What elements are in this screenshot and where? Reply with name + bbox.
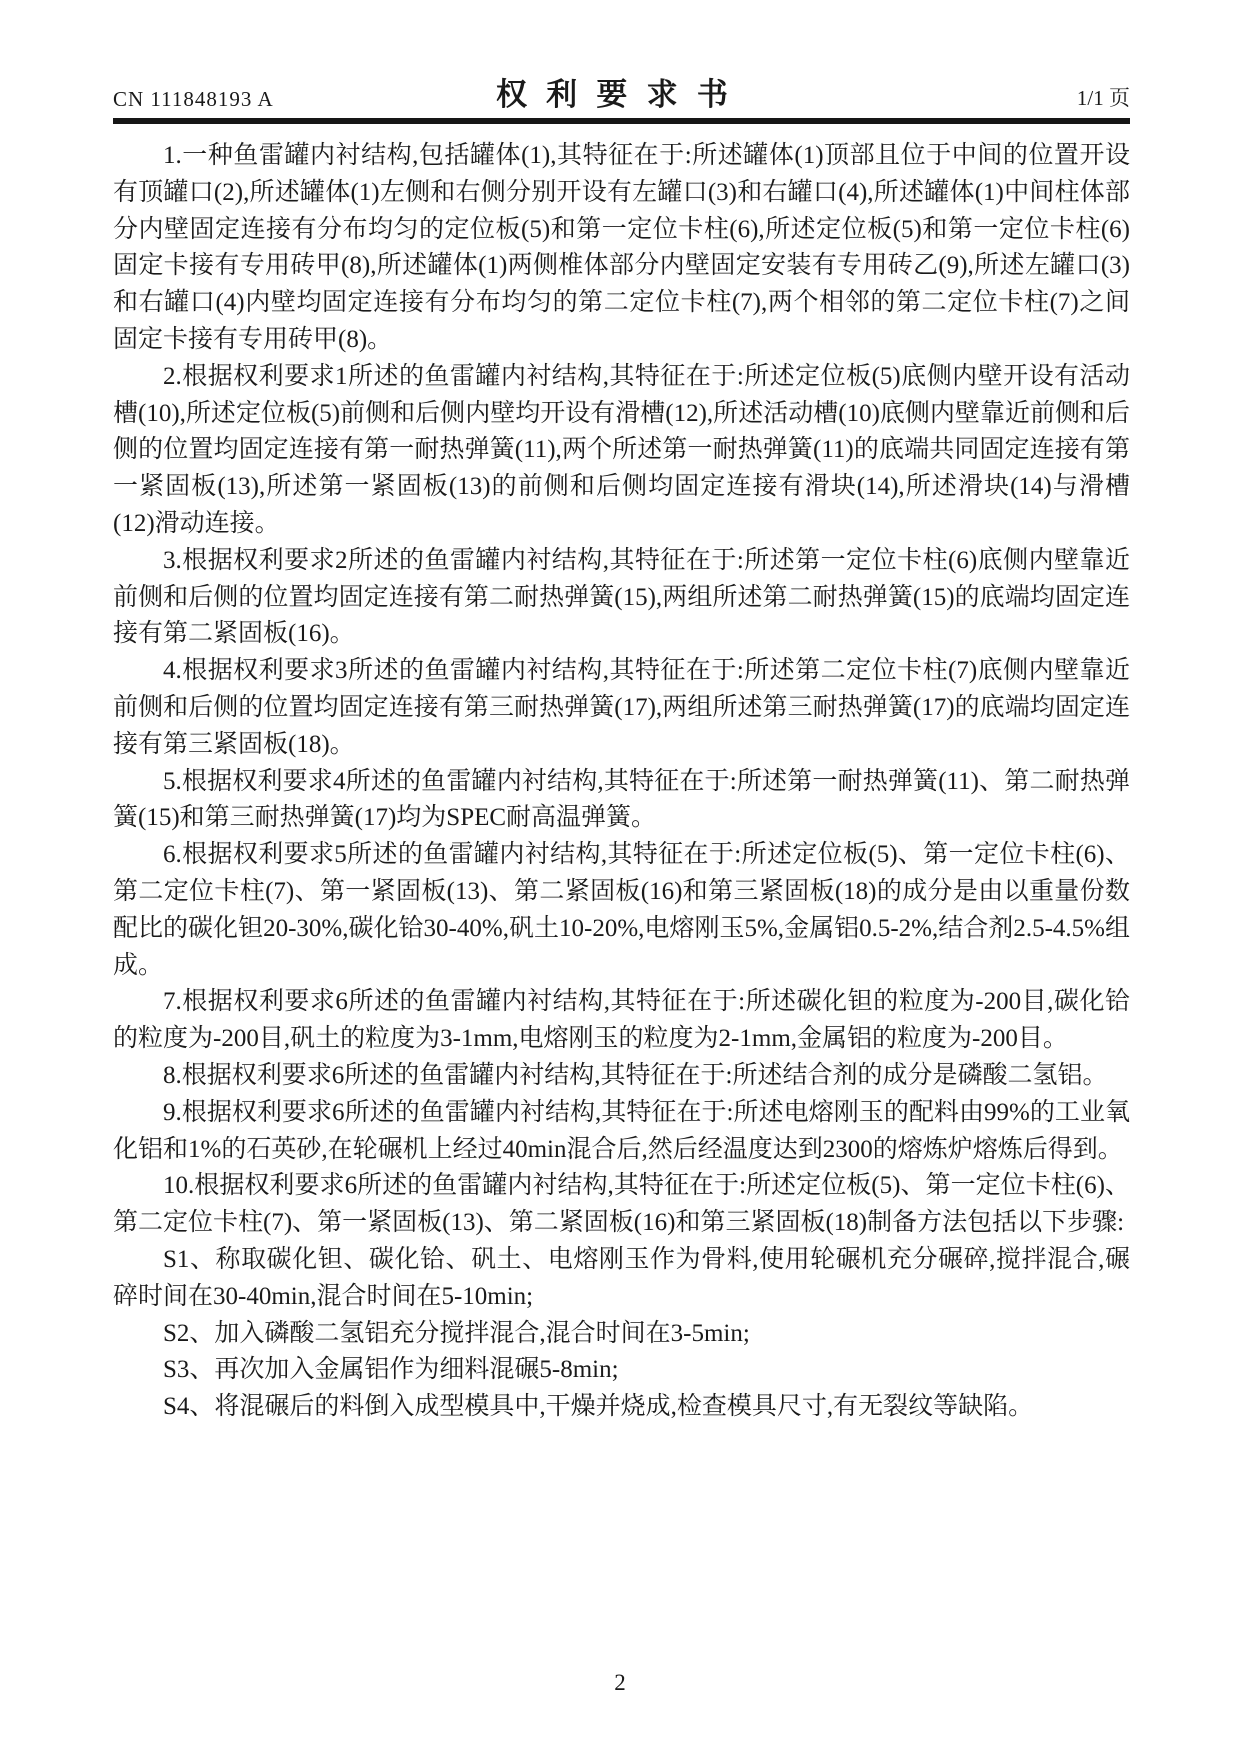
claim-10: 10.根据权利要求6所述的鱼雷罐内衬结构,其特征在于:所述定位板(5)、第一定位卡柱(6)、第二定位卡柱(7)、第一紧固板(13)、第二紧固板(16)和第三紧固板(18)制备方法包括以下步骤: xyxy=(113,1172,1130,1237)
page-indicator: 1/1 页 xyxy=(1076,86,1130,110)
claim-5: 5.根据权利要求4所述的鱼雷罐内衬结构,其特征在于:所述第一耐热弹簧(11)、第二耐热弹簧(15)和第三耐热弹簧(17)均为SPEC耐高温弹簧。 xyxy=(113,767,1130,832)
page-number: 2 xyxy=(614,1670,626,1695)
step-s3: S3、再次加入金属铝作为细料混碾5-8min; xyxy=(163,1356,619,1384)
step-s1: S1、称取碳化钽、碳化铪、矾土、电熔刚玉作为骨料,使用轮碾机充分碾碎,搅拌混合,碾碎时间在30-40min,混合时间在5-10min; xyxy=(113,1245,1130,1310)
header-divider xyxy=(113,118,1130,124)
claim-9: 9.根据权利要求6所述的鱼雷罐内衬结构,其特征在于:所述电熔刚玉的配料由99%的工业氧化铝和1%的石英砂,在轮碾机上经过40min混合后,然后经温度达到2300的熔炼炉熔炼后得到。 xyxy=(113,1098,1130,1163)
claim-3: 3.根据权利要求2所述的鱼雷罐内衬结构,其特征在于:所述第一定位卡柱(6)底侧内壁靠近前侧和后侧的位置均固定连接有第二耐热弹簧(15),两组所述第二耐热弹簧(15)的底端均固定连接有第二紧固板(16)。 xyxy=(113,546,1130,648)
claim-2: 2.根据权利要求1所述的鱼雷罐内衬结构,其特征在于:所述定位板(5)底侧内壁开设有活动槽(10),所述定位板(5)前侧和后侧内壁均开设有滑槽(12),所述活动槽(10)底侧内壁靠近前侧和后侧的位置均固定连接有第一耐热弹簧(11),两个所述第一耐热弹簧(11)的底端共同固定连接有第一紧固板(13),所述第一紧固板(13)的前侧和后侧均固定连接有滑块(14),所述滑块(14)与滑槽(12)滑动连接。 xyxy=(113,362,1130,537)
claim-1: 1.一种鱼雷罐内衬结构,包括罐体(1),其特征在于:所述罐体(1)顶部且位于中间的位置开设有顶罐口(2),所述罐体(1)左侧和右侧分别开设有左罐口(3)和右罐口(4),所述罐体(1)中间柱体部分内壁固定连接有分布均匀的定位板(5)和第一定位卡柱(6),所述定位板(5)和第一定位卡柱(6)固定卡接有专用砖甲(8),所述罐体(1)两侧椎体部分内壁固定安装有专用砖乙(9),所述左罐口(3)和右罐口(4)内壁均固定连接有分布均匀的第二定位卡柱(7),两个相邻的第二定位卡柱(7)之间固定卡接有专用砖甲(8)。 xyxy=(113,142,1130,353)
page-header xyxy=(113,70,1130,112)
page-footer xyxy=(0,1670,1240,1696)
claims-body xyxy=(113,138,1130,1426)
claim-6: 6.根据权利要求5所述的鱼雷罐内衬结构,其特征在于:所述定位板(5)、第一定位卡柱(6)、第二定位卡柱(7)、第一紧固板(13)、第二紧固板(16)和第三紧固板(18)的成分是由以重量份数配比的碳化钽20-30%,碳化铪30-40%,矾土10-20%,电熔刚玉5%,金属铝0.5-2%,结合剂2.5-4.5%组成。 xyxy=(113,841,1130,979)
claim-7: 7.根据权利要求6所述的鱼雷罐内衬结构,其特征在于:所述碳化钽的粒度为-200目,碳化铪的粒度为-200目,矾土的粒度为3-1mm,电熔刚玉的粒度为2-1mm,金属铝的粒度为-200目。 xyxy=(113,988,1130,1053)
document-number: CN 111848193 A xyxy=(113,87,274,111)
step-s2: S2、加入磷酸二氢铝充分搅拌混合,混合时间在3-5min; xyxy=(163,1319,750,1347)
claim-8: 8.根据权利要求6所述的鱼雷罐内衬结构,其特征在于:所述结合剂的成分是磷酸二氢铝。 xyxy=(163,1061,1108,1089)
claim-4: 4.根据权利要求3所述的鱼雷罐内衬结构,其特征在于:所述第二定位卡柱(7)底侧内壁靠近前侧和后侧的位置均固定连接有第三耐热弹簧(17),两组所述第三耐热弹簧(17)的底端均固定连接有第三紧固板(18)。 xyxy=(113,657,1130,758)
step-s4: S4、将混碾后的料倒入成型模具中,干燥并烧成,检查模具尺寸,有无裂纹等缺陷。 xyxy=(163,1393,1034,1421)
page-title: 权利要求书 xyxy=(495,77,748,112)
